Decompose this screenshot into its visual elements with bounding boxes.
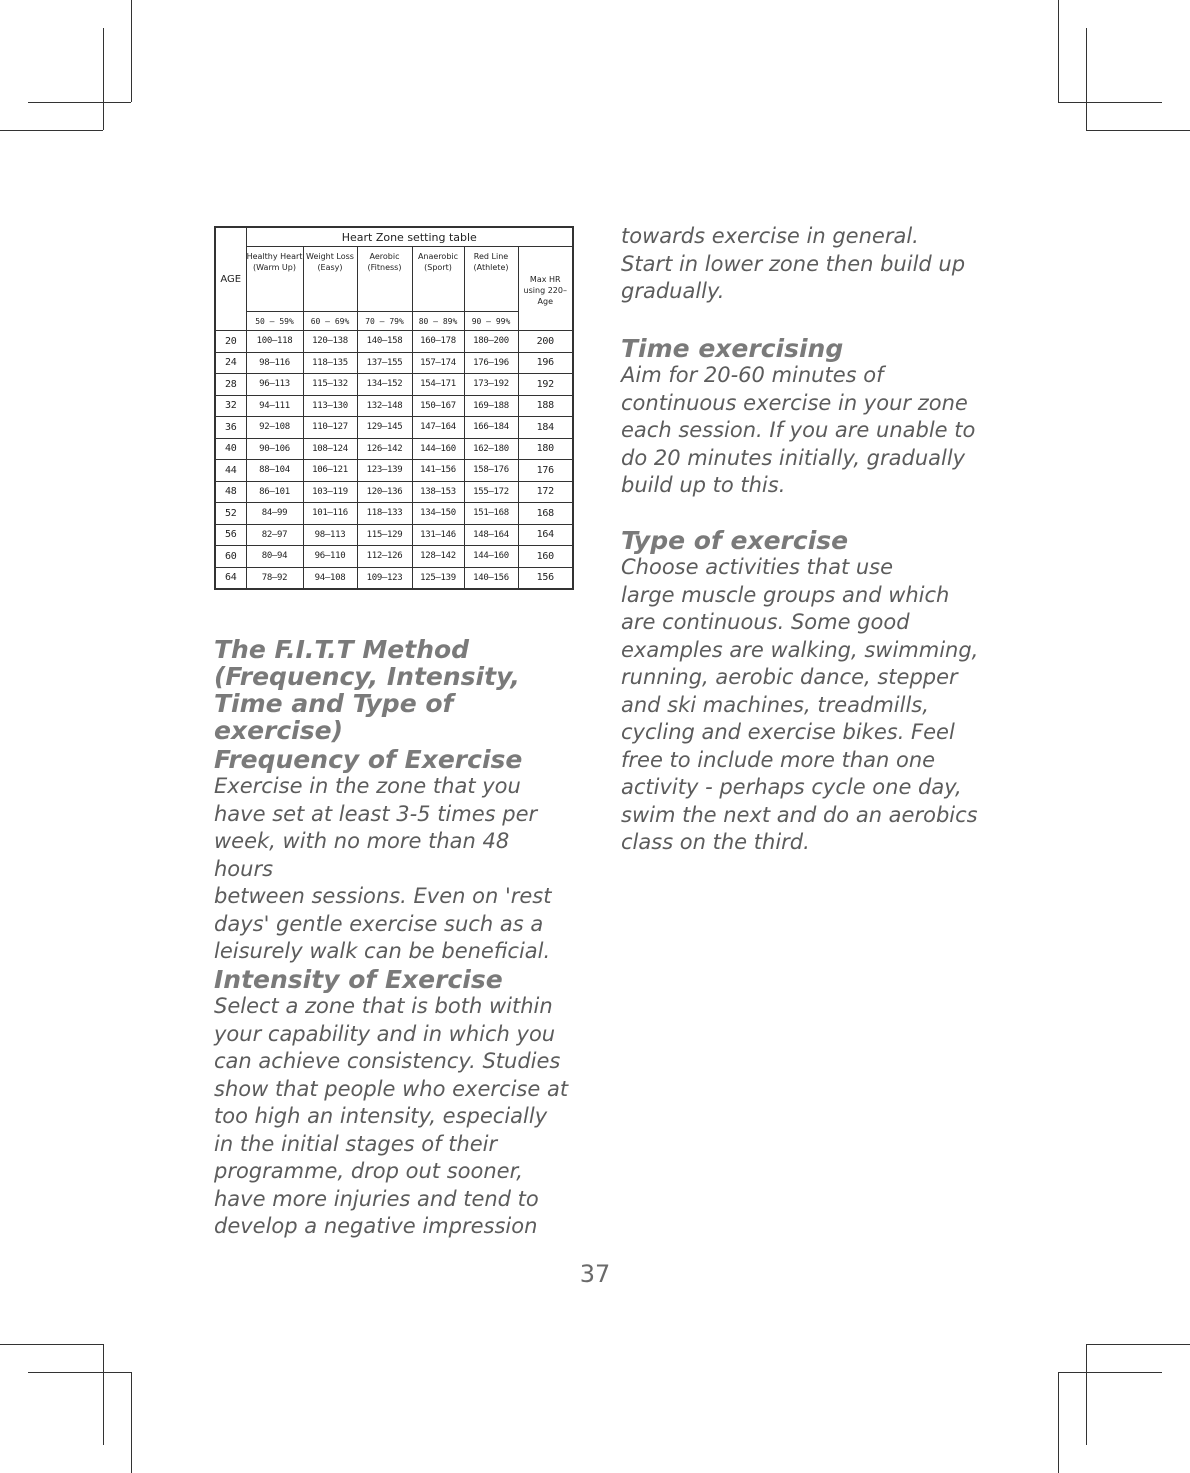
- crop-mark: [1086, 130, 1190, 131]
- zone-range-cell: 150–167: [412, 395, 464, 417]
- age-header: AGE: [215, 227, 246, 331]
- crop-mark: [1058, 102, 1162, 103]
- zone-range-cell: 157–174: [412, 352, 464, 374]
- zone-range-cell: 120–136: [357, 481, 412, 503]
- max-hr-cell: 196: [518, 352, 573, 374]
- table-row: [215, 438, 573, 460]
- table-row: [215, 395, 573, 417]
- max-hr-cell: 156: [518, 567, 573, 589]
- crop-mark: [1086, 1344, 1190, 1345]
- age-cell: 20: [215, 331, 246, 353]
- age-cell: 24: [215, 352, 246, 374]
- zone-range-cell: 160–178: [412, 331, 464, 353]
- fitt-heading: The F.I.T.T Method (Frequency, Intensity, Time and Type of exercise): [214, 635, 520, 745]
- max-hr-cell: 176: [518, 460, 573, 482]
- zone-range-cell: 123–139: [357, 460, 412, 482]
- zone-range-cell: 96–110: [303, 546, 357, 568]
- zone-range-cell: 134–150: [412, 503, 464, 525]
- zone-range-cell: 86–101: [246, 481, 303, 503]
- time-body: Aim for 20-60 minutes of continuous exercise in your zone each session. If you are unable to do 20 minutes initially, gradually build up to this.: [621, 363, 976, 497]
- zone-range-cell: 148–164: [464, 524, 518, 546]
- zone-range-cell: 176–196: [464, 352, 518, 374]
- zone-range-cell: 141–156: [412, 460, 464, 482]
- zone-range-cell: 98–116: [246, 352, 303, 374]
- table-title: Heart Zone setting table: [246, 227, 573, 247]
- page-number: 37: [579, 1260, 611, 1288]
- intensity-section: [214, 966, 574, 1241]
- crop-mark: [28, 1372, 131, 1373]
- age-cell: 56: [215, 524, 246, 546]
- zone-range-cell: 112–126: [357, 546, 412, 568]
- frequency-body: Exercise in the zone that you have set at least 3-5 times per week, with no more than 48 hours between sessions. Even on 'rest days' gentle exercise such as a leisurely walk can be beneficial.: [214, 774, 552, 963]
- crop-mark: [0, 130, 103, 131]
- age-cell: 28: [215, 374, 246, 396]
- heart-zone-table: [214, 226, 574, 590]
- zone-percent: 90 – 99%: [464, 312, 518, 331]
- table-row: [215, 567, 573, 589]
- zone-header: Red Line (Athlete): [464, 247, 518, 312]
- zone-range-cell: 84–99: [246, 503, 303, 525]
- table-row: [215, 417, 573, 439]
- max-hr-cell: 184: [518, 417, 573, 439]
- zone-range-cell: 132–148: [357, 395, 412, 417]
- table-row: [215, 460, 573, 482]
- max-hr-cell: 172: [518, 481, 573, 503]
- zone-range-cell: 144–160: [412, 438, 464, 460]
- crop-mark: [1058, 0, 1059, 102]
- crop-mark: [103, 1344, 104, 1445]
- max-hr-cell: 200: [518, 331, 573, 353]
- table-row: [215, 546, 573, 568]
- age-cell: 48: [215, 481, 246, 503]
- zone-range-cell: 98–113: [303, 524, 357, 546]
- zone-range-cell: 140–158: [357, 331, 412, 353]
- zone-range-cell: 101–116: [303, 503, 357, 525]
- max-hr-cell: 180: [518, 438, 573, 460]
- zone-range-cell: 113–130: [303, 395, 357, 417]
- age-cell: 40: [215, 438, 246, 460]
- age-cell: 52: [215, 503, 246, 525]
- max-hr-cell: 192: [518, 374, 573, 396]
- zone-range-cell: 120–138: [303, 331, 357, 353]
- crop-mark: [1058, 1372, 1162, 1373]
- zone-range-cell: 82–97: [246, 524, 303, 546]
- zone-range-cell: 125–139: [412, 567, 464, 589]
- zone-range-cell: 115–132: [303, 374, 357, 396]
- zone-range-cell: 155–172: [464, 481, 518, 503]
- zone-percent: 60 – 69%: [303, 312, 357, 331]
- zone-range-cell: 88–104: [246, 460, 303, 482]
- crop-mark: [1086, 28, 1087, 130]
- zone-range-cell: 173–192: [464, 374, 518, 396]
- zone-range-cell: 94–108: [303, 567, 357, 589]
- max-hr-cell: 164: [518, 524, 573, 546]
- max-hr-cell: 168: [518, 503, 573, 525]
- zone-range-cell: 134–152: [357, 374, 412, 396]
- zone-range-cell: 109–123: [357, 567, 412, 589]
- zone-range-cell: 144–160: [464, 546, 518, 568]
- zone-range-cell: 106–121: [303, 460, 357, 482]
- time-heading: Time exercising: [621, 334, 844, 363]
- zone-range-cell: 128–142: [412, 546, 464, 568]
- zone-range-cell: 96–113: [246, 374, 303, 396]
- zone-percent: 80 – 89%: [412, 312, 464, 331]
- zone-range-cell: 118–135: [303, 352, 357, 374]
- continuation-body: towards exercise in general. Start in lower zone then build up gradually.: [621, 224, 966, 303]
- zone-range-cell: 169–188: [464, 395, 518, 417]
- zone-range-cell: 92–108: [246, 417, 303, 439]
- zone-range-cell: 90–106: [246, 438, 303, 460]
- table-row: [215, 481, 573, 503]
- zone-range-cell: 154–171: [412, 374, 464, 396]
- crop-mark: [1086, 1344, 1087, 1445]
- type-body: Choose activities that use large muscle groups and which are continuous. Some good examples are walking, swimming, running, aerobic dance, stepper and ski machines, treadmills, cycling and exercise bikes. Feel free to include more than one activity - perhaps cycle one day, swim the next and do an aerobics class on the third.: [621, 555, 979, 854]
- table-row: [215, 503, 573, 525]
- heart-zone-table-body: [215, 331, 573, 590]
- zone-header: Weight Loss (Easy): [303, 247, 357, 312]
- zone-range-cell: 158–176: [464, 460, 518, 482]
- zone-range-cell: 131–146: [412, 524, 464, 546]
- time-section: [621, 335, 986, 500]
- zone-range-cell: 162–180: [464, 438, 518, 460]
- crop-mark: [131, 1372, 132, 1473]
- max-hr-cell: 188: [518, 395, 573, 417]
- zone-header: Healthy Heart (Warm Up): [246, 247, 303, 312]
- zone-range-cell: 129–145: [357, 417, 412, 439]
- zone-header: Anaerobic (Sport): [412, 247, 464, 312]
- zone-range-cell: 140–156: [464, 567, 518, 589]
- age-cell: 64: [215, 567, 246, 589]
- zone-range-cell: 118–133: [357, 503, 412, 525]
- zone-range-cell: 100–118: [246, 331, 303, 353]
- age-cell: 44: [215, 460, 246, 482]
- fitt-section: [214, 636, 574, 744]
- age-cell: 36: [215, 417, 246, 439]
- crop-mark: [1058, 1372, 1059, 1473]
- zone-range-cell: 166–184: [464, 417, 518, 439]
- zone-range-cell: 151–168: [464, 503, 518, 525]
- zone-percent: 50 – 59%: [246, 312, 303, 331]
- crop-mark: [131, 0, 132, 102]
- zone-range-cell: 115–129: [357, 524, 412, 546]
- zone-range-cell: 137–155: [357, 352, 412, 374]
- type-heading: Type of exercise: [621, 526, 849, 555]
- zone-percent: 70 – 79%: [357, 312, 412, 331]
- zone-range-cell: 147–164: [412, 417, 464, 439]
- type-section: [621, 527, 986, 857]
- zone-range-cell: 94–111: [246, 395, 303, 417]
- heart-zone-table-container: [214, 226, 572, 590]
- max-hr-header: Max HR using 220–Age: [518, 247, 573, 331]
- zone-header: Aerobic (Fitness): [357, 247, 412, 312]
- intensity-body: Select a zone that is both within your capability and in which you can achieve consistency. Studies show that people who exercise at too high an intensity, especially in the initial stages of their programme, drop out sooner, have more injuries and tend to develop a negative impression: [214, 994, 569, 1238]
- frequency-heading: Frequency of Exercise: [214, 745, 523, 774]
- zone-range-cell: 126–142: [357, 438, 412, 460]
- zone-range-cell: 108–124: [303, 438, 357, 460]
- zone-range-cell: 138–153: [412, 481, 464, 503]
- table-row: [215, 524, 573, 546]
- crop-mark: [0, 1344, 103, 1345]
- table-row: [215, 374, 573, 396]
- zone-range-cell: 80–94: [246, 546, 303, 568]
- zone-range-cell: 78–92: [246, 567, 303, 589]
- table-row: [215, 352, 573, 374]
- table-row: [215, 331, 573, 353]
- intensity-heading: Intensity of Exercise: [214, 965, 503, 994]
- zone-range-cell: 180–200: [464, 331, 518, 353]
- frequency-section: [214, 746, 574, 966]
- crop-mark: [28, 102, 131, 103]
- crop-mark: [103, 28, 104, 130]
- age-cell: 60: [215, 546, 246, 568]
- age-cell: 32: [215, 395, 246, 417]
- max-hr-cell: 160: [518, 546, 573, 568]
- zone-range-cell: 103–119: [303, 481, 357, 503]
- zone-range-cell: 110–127: [303, 417, 357, 439]
- intensity-continuation: [621, 223, 986, 306]
